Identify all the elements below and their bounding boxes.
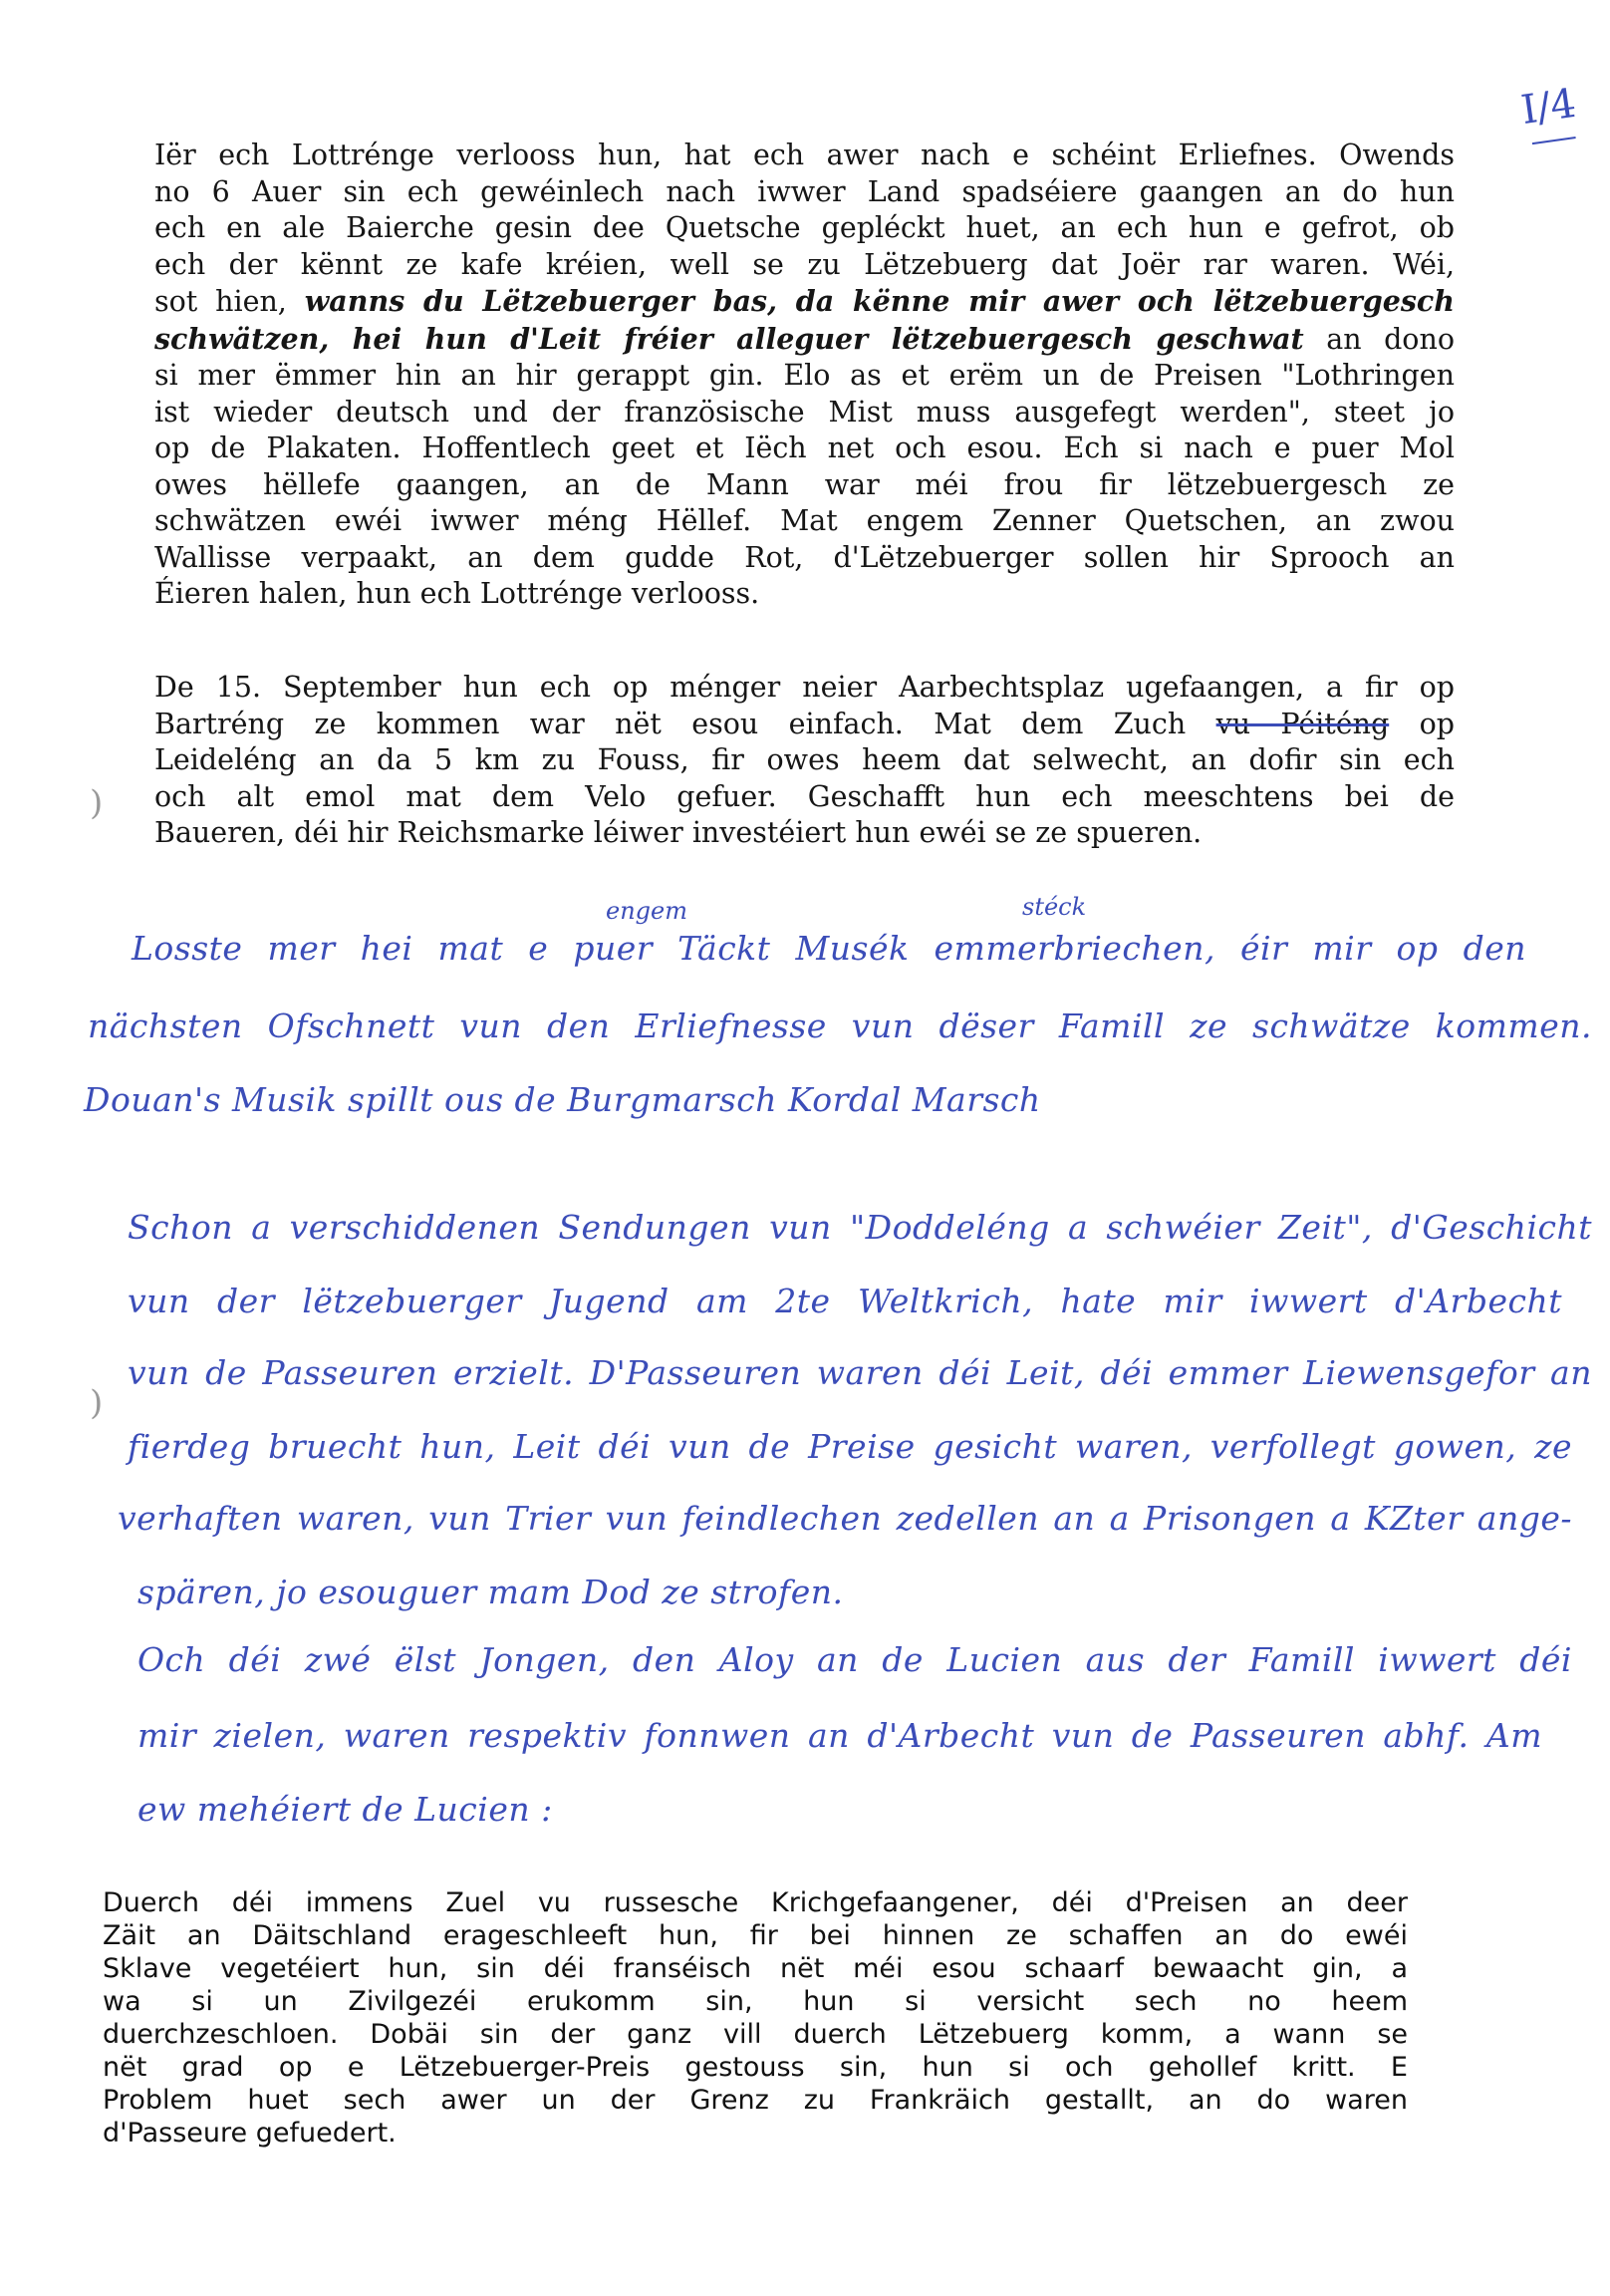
handwritten-insertion: stéck bbox=[1022, 893, 1087, 921]
margin-mark: ) bbox=[90, 783, 104, 823]
text-line: Iër ech Lottrénge verlooss hun, hat ech awer nach e schéint Erliefnes. Owends bbox=[154, 139, 1455, 171]
text-line: no 6 Auer sin ech gewéinlech nach iwwer Land spadséiere gaangen an do hun bbox=[154, 174, 1455, 208]
text-line: ist wieder deutsch und der französische Mist muss ausgefegt werden", steet jo bbox=[154, 395, 1455, 429]
typed-paragraph-2 bbox=[154, 670, 1455, 852]
text-line bbox=[154, 707, 1455, 743]
text-line bbox=[154, 283, 1455, 321]
text-line: Leideléng an da 5 km zu Fouss, fir owes heem dat selwecht, an dofir sin ech bbox=[154, 743, 1455, 776]
text-segment: sot hien, bbox=[154, 285, 305, 318]
text-line: Wallisse verpaakt, an dem gudde Rot, d'Lëtzebuerger sollen hir Sprooch an bbox=[154, 540, 1455, 574]
handwritten-line: spären, jo esouguer mam Dod ze strofen. bbox=[137, 1573, 844, 1611]
text-line: De 15. September hun ech op ménger neier Aarbechtsplaz ugefaangen, a fir op bbox=[154, 671, 1455, 704]
text-line: si mer ëmmer hin an hir gerappt gin. Elo as et erëm un de Preisen "Lothringen bbox=[154, 359, 1455, 392]
text-line: duerchzeschloen. Dobäi sin der ganz vill duerch Lëtzebuerg komm, a wann se bbox=[103, 2019, 1408, 2050]
handwritten-line: vun de Passeuren erzielt. D'Passeuren waren déi Leit, déi emmer Liewensgefor an bbox=[128, 1353, 1592, 1392]
text-line: Duerch déi immens Zuel vu russesche Krichgefaangener, déi d'Preisen an deer bbox=[103, 1887, 1408, 1918]
handwritten-line: nächsten Ofschnett vun den Erliefnesse vun dëser Famill ze schwätze kommen. bbox=[88, 1006, 1592, 1045]
handwritten-line: vun der lëtzebuerger Jugend am 2te Weltkrich, hate mir iwwert d'Arbecht bbox=[128, 1282, 1562, 1320]
text-line: owes hëllefe gaangen, an de Mann war méi frou fir lëtzebuergesch ze bbox=[154, 467, 1455, 501]
text-segment: op bbox=[1389, 707, 1455, 740]
struck-text: vu Péiténg bbox=[1215, 707, 1390, 740]
text-line: d'Passeure gefuedert. bbox=[103, 2118, 397, 2149]
page-number-text: I/4 bbox=[1518, 80, 1579, 135]
text-line: Problem huet sech awer un der Grenz zu Frankräich gestallt, an do waren bbox=[103, 2085, 1408, 2116]
handwritten-line: Losste mer hei mat e puer Täckt Musék emmerbriechen, éir mir op den bbox=[132, 929, 1526, 968]
text-segment: Bartréng ze kommen war nët esou einfach. Mat dem Zuch bbox=[154, 707, 1216, 740]
text-line: op de Plakaten. Hoffentlech geet et Iëch net och esou. Ech si nach e puer Mol bbox=[154, 431, 1455, 464]
handwritten-line: Schon a verschiddenen Sendungen vun "Doddeléng a schwéier Zeit", d'Geschicht bbox=[128, 1208, 1592, 1247]
text-line: wa si un Zivilgezéi erukomm sin, hun si versicht sech no heem bbox=[103, 1986, 1408, 2017]
handwritten-notes bbox=[84, 887, 1592, 1883]
handwritten-line: verhaften waren, vun Trier vun feindlechen zedellen an a Prisongen a KZter ange- bbox=[118, 1499, 1572, 1538]
handwritten-line: Douan's Musik spillt ous de Burgmarsch Kordal Marsch bbox=[84, 1080, 1041, 1119]
text-line: schwätzen ewéi iwwer méng Hëllef. Mat engem Zenner Quetschen, an zwou bbox=[154, 504, 1455, 537]
typed-paragraph-3 bbox=[103, 1886, 1408, 2150]
handwritten-line: Och déi zwé ëlst Jongen, den Aloy an de Lucien aus der Famill iwwert déi bbox=[137, 1640, 1572, 1679]
text-line: Sklave vegetéiert hun, sin déi franséisch nët méi esou schaarf bewaacht gin, a bbox=[103, 1953, 1408, 1984]
page-number-mark bbox=[1518, 80, 1586, 147]
margin-mark: ) bbox=[90, 1383, 104, 1423]
text-line: Éieren halen, hun ech Lottrénge verlooss. bbox=[154, 577, 760, 610]
emphasized-text: schwätzen, hei hun d'Leit fréier alleguer lëtzebuergesch geschwat bbox=[154, 321, 1304, 356]
handwritten-line: fierdeg bruecht hun, Leit déi vun de Preise gesicht waren, verfollegt gowen, ze bbox=[128, 1427, 1572, 1466]
handwritten-insertion: engem bbox=[606, 897, 687, 925]
text-line: nët grad op e Lëtzebuerger-Preis gestouss sin, hun si och gehollef kritt. E bbox=[103, 2052, 1408, 2083]
text-line: och alt emol mat dem Velo gefuer. Geschafft hun ech meeschtens bei de bbox=[154, 779, 1455, 813]
text-line: Baueren, déi hir Reichsmarke léiwer investéiert hun ewéi se ze spueren. bbox=[154, 816, 1203, 849]
page-number-underline bbox=[1532, 137, 1576, 144]
text-line: ech der kënnt ze kafe kréien, well se zu Lëtzebuerg dat Joër rar waren. Wéi, bbox=[154, 247, 1455, 281]
emphasized-text: wanns du Lëtzebuerger bas, da kënne mir awer och lëtzebuergesch bbox=[304, 284, 1455, 318]
handwritten-line: ew mehéiert de Lucien : bbox=[137, 1790, 553, 1829]
text-line bbox=[154, 321, 1455, 359]
typed-paragraph-1 bbox=[154, 138, 1455, 613]
text-line: ech en ale Baierche gesin dee Quetsche gepléckt huet, an ech hun e gefrot, ob bbox=[154, 211, 1455, 244]
handwritten-line: mir zielen, waren respektiv fonnwen an d'Arbecht vun de Passeuren abhf. Am bbox=[137, 1716, 1542, 1755]
text-segment: an dono bbox=[1303, 322, 1455, 356]
text-line: Zäit an Däitschland erageschleeft hun, fir bei hinnen ze schaffen an do ewéi bbox=[103, 1920, 1408, 1951]
